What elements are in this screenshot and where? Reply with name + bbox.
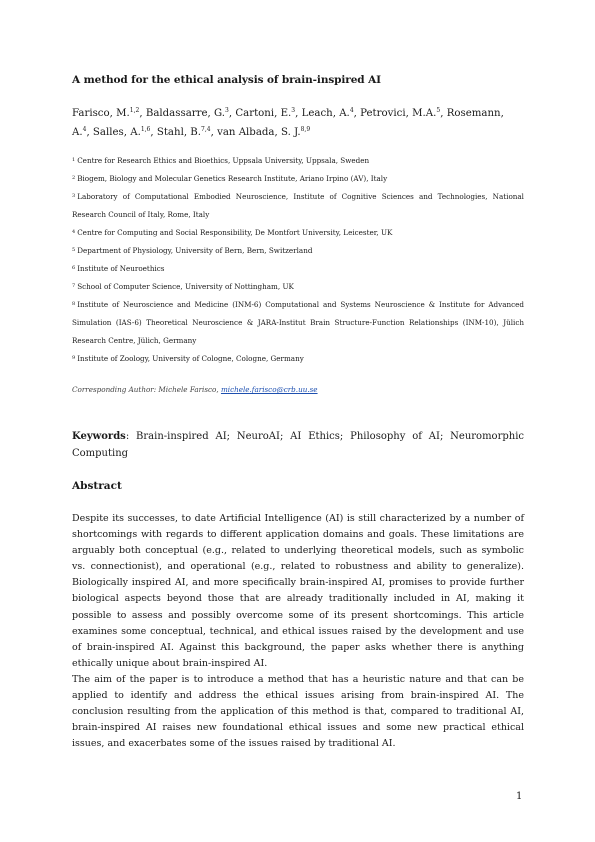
author-entry — [217, 127, 310, 138]
affiliation-text: Institute of Neuroethics — [77, 264, 165, 273]
affiliation-text: Institute of Neuroscience and Medicine (INM-6) Computational and Systems Neuroscience & Institute for Advanced Simulation (IAS-6) Theoretical Neuroscience & JARA-Institut Brain Structure-Function Relationships (INM-10), Jülich Research Centre, Jülich, Germany — [72, 300, 524, 345]
affiliation-text: Laboratory of Computational Embodied Neuroscience, Institute of Cognitive Sciences and Technologies, National Research Council of Italy, Rome, Italy — [72, 192, 524, 219]
author-affiliation-sup: 1,2 — [129, 107, 140, 114]
affiliation-text: School of Computer Science, University of Nottingham, UK — [77, 282, 294, 291]
author-name: Baldassarre, G. — [145, 108, 226, 119]
affiliation-item — [72, 350, 524, 368]
affiliation-item — [72, 224, 524, 242]
keywords — [72, 429, 524, 462]
author-separator: , — [295, 108, 302, 119]
affiliation-number: 7 — [72, 282, 76, 289]
author-list — [72, 104, 524, 142]
author-name: van Albada, S. J. — [217, 127, 301, 138]
affiliation-number: 4 — [72, 228, 76, 235]
author-separator: , — [353, 108, 361, 119]
affiliation-item — [72, 260, 524, 278]
author-affiliation-sup: 7,4 — [201, 126, 211, 133]
corresponding-author-email-link[interactable]: michele.farisco@crb.uu.se — [220, 385, 318, 394]
author-separator: , — [440, 108, 447, 119]
author-affiliation-sup: 3 — [291, 107, 296, 114]
affiliation-item — [72, 170, 524, 188]
affiliation-number: 5 — [72, 246, 76, 253]
author-affiliation-sup: 1,6 — [140, 126, 151, 133]
affiliation-item — [72, 242, 524, 260]
page-number: 1 — [516, 791, 523, 802]
abstract-paragraph: The aim of the paper is to introduce a method that has a heuristic nature and that can be applied to identify and address the ethical issues arising from brain-inspired AI. The conclusion resulting from the application of this method is that, compared to traditional AI, brain-inspired AI raises new foundational ethical issues and some new practical ethical issues, and exacerbates some of the issues raised by traditional AI. — [72, 673, 524, 750]
author-separator: , — [150, 127, 157, 138]
author-affiliation-sup: 4 — [349, 107, 354, 114]
affiliation-text: Institute of Zoology, University of Cologne, Cologne, Germany — [77, 354, 304, 363]
author-entry — [302, 108, 361, 119]
keywords-label: Keywords — [72, 431, 126, 442]
affiliation-number: 3 — [72, 192, 76, 199]
author-separator: , — [210, 127, 218, 138]
affiliation-text: Biogem, Biology and Molecular Genetics Research Institute, Ariano Irpino (AV), Italy — [77, 174, 388, 183]
affiliation-list — [72, 152, 524, 368]
affiliation-item — [72, 188, 524, 224]
author-entry — [360, 108, 447, 119]
author-name: Cartoni, E. — [235, 108, 292, 119]
corresponding-author-label: Corresponding Author: Michele Farisco, — [72, 385, 221, 394]
author-name: Leach, A. — [301, 108, 350, 119]
author-separator: , — [139, 108, 146, 119]
author-entry — [235, 108, 301, 119]
affiliation-text: Centre for Computing and Social Responsibility, De Montfort University, Leicester, UK — [77, 228, 393, 237]
paper-title: A method for the ethical analysis of brain-inspired AI — [72, 74, 381, 86]
author-entry — [72, 108, 146, 119]
author-name: Rosemann, A. — [72, 108, 504, 138]
affiliation-item — [72, 152, 524, 170]
affiliation-number: 1 — [72, 156, 76, 163]
author-name: Salles, A. — [92, 127, 141, 138]
keywords-text: : Brain-inspired AI; NeuroAI; AI Ethics; Philosophy of AI; Neuromorphic Computing — [72, 431, 524, 459]
author-affiliation-sup: 8,9 — [300, 126, 311, 133]
abstract-body — [72, 511, 524, 752]
affiliation-item — [72, 296, 524, 350]
affiliation-item — [72, 278, 524, 296]
affiliation-number: 2 — [72, 174, 76, 181]
affiliation-number: 9 — [72, 354, 76, 361]
author-name: Farisco, M. — [72, 108, 130, 119]
author-affiliation-sup: 4 — [82, 126, 87, 133]
author-separator: , — [86, 127, 93, 138]
author-separator: , — [228, 108, 236, 119]
author-affiliation-sup: 5 — [436, 107, 441, 114]
author-entry — [157, 127, 217, 138]
author-name: Petrovici, M.A. — [360, 108, 437, 119]
affiliation-text: Centre for Research Ethics and Bioethics, Uppsala University, Uppsala, Sweden — [77, 156, 370, 165]
author-entry — [93, 127, 157, 138]
corresponding-author — [72, 385, 524, 394]
author-entry — [146, 108, 236, 119]
affiliation-text: Department of Physiology, University of Bern, Bern, Switzerland — [77, 246, 313, 255]
affiliation-number: 6 — [72, 264, 76, 271]
abstract-paragraph: Despite its successes, to date Artificial Intelligence (AI) is still characterized by a number of shortcomings with regards to different application domains and goals. These limitations are arguably both conceptual (e.g., related to underlying theoretical models, such as symbolic vs. connectionist), and operational (e.g., related to robustness and ability to generalize). Biologically inspired AI, and more specifically brain-inspired AI, promises to provide further biological aspects beyond those that are already traditionally included in AI, making it possible to assess and possibly overcome some of its present shortcomings. This article examines some conceptual, technical, and ethical issues raised by the development and use of brain-inspired AI. Against this background, the paper asks whether there is anything ethically unique about brain-inspired AI. — [72, 513, 524, 669]
author-name: Stahl, B. — [156, 127, 202, 138]
abstract-heading: Abstract — [72, 480, 122, 492]
affiliation-number: 8 — [72, 300, 76, 307]
author-affiliation-sup: 3 — [225, 107, 229, 114]
